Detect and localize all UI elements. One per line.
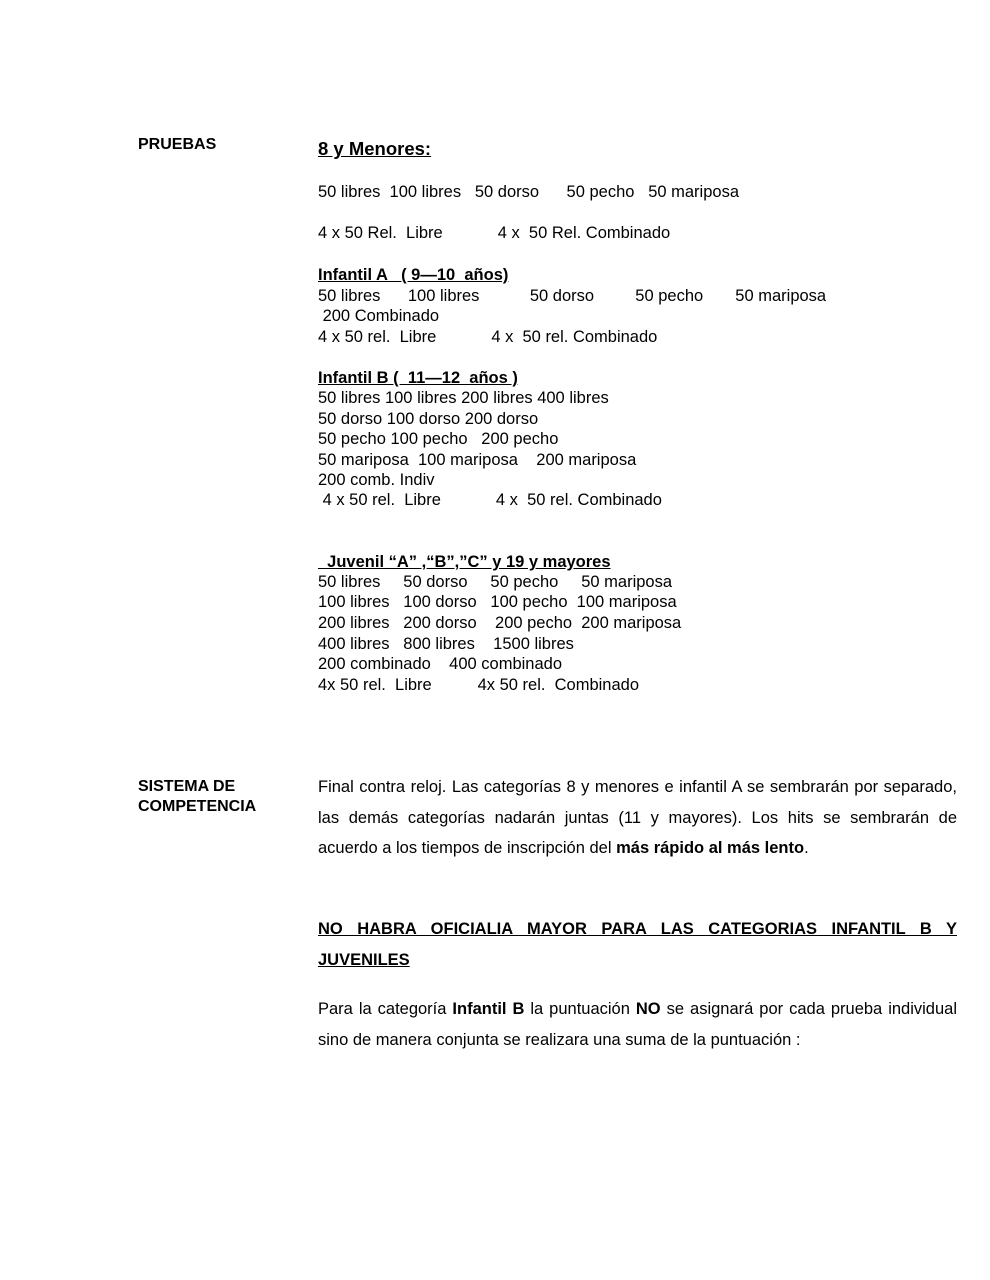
event-line: 50 libres 100 libres 50 dorso 50 pecho 50 mariposa bbox=[318, 287, 827, 305]
group-title: Infantil A ( 9—10 años) bbox=[318, 266, 509, 284]
event-line: 200 Combinado bbox=[318, 307, 440, 325]
event-line: 200 combinado 400 combinado bbox=[318, 655, 563, 673]
paragraph-sistema bbox=[318, 772, 957, 864]
event-line: 200 libres 200 dorso 200 pecho 200 mariposa bbox=[318, 614, 682, 632]
label-line: SISTEMA DE bbox=[138, 778, 236, 795]
event-line: 4x 50 rel. Libre 4x 50 rel. Combinado bbox=[318, 676, 639, 694]
section-label-pruebas: PRUEBAS bbox=[138, 136, 217, 153]
event-line: 4 x 50 rel. Libre 4 x 50 rel. Combinado bbox=[318, 328, 658, 346]
event-line: 400 libres 800 libres 1500 libres bbox=[318, 635, 574, 653]
group-title: 8 y Menores: bbox=[318, 138, 432, 159]
event-line: 200 comb. Indiv bbox=[318, 471, 435, 489]
event-line: 4 x 50 Rel. Libre 4 x 50 Rel. Combinado bbox=[318, 224, 671, 242]
paragraph-notice: NO HABRA OFICIALIA MAYOR PARA LAS CATEGORIAS INFANTIL B Y JUVENILES bbox=[318, 920, 957, 969]
event-line: 50 pecho 100 pecho 200 pecho bbox=[318, 430, 559, 448]
bold-text: NO bbox=[635, 1000, 661, 1018]
text: Para la categoría bbox=[318, 1000, 453, 1018]
paragraph-puntuacion bbox=[318, 994, 957, 1055]
event-line: 50 libres 50 dorso 50 pecho 50 mariposa bbox=[318, 573, 673, 591]
label-line: COMPETENCIA bbox=[138, 798, 257, 815]
group-title: Infantil B ( 11—12 años ) bbox=[318, 369, 518, 387]
bold-text: Infantil B bbox=[452, 1000, 525, 1018]
text: la puntuación bbox=[524, 1000, 636, 1018]
bold-text: más rápido al más lento bbox=[616, 839, 805, 857]
group-title: Juvenil “A” ,“B”,”C” y 19 y mayores bbox=[318, 553, 611, 571]
text: Final contra reloj. Las categorías 8 y menores e infantil A se sembrarán por separado, las demás categorías nadarán juntas (11 y mayores). Los hits se sembrarán de acuerdo a los tiempos de inscripción del bbox=[318, 778, 957, 857]
event-line: 50 libres 100 libres 50 dorso 50 pecho 50 mariposa bbox=[318, 183, 739, 201]
event-line: 50 dorso 100 dorso 200 dorso bbox=[318, 410, 539, 428]
event-line: 50 libres 100 libres 200 libres 400 libres bbox=[318, 389, 609, 407]
section-label-sistema bbox=[138, 777, 256, 817]
event-line: 4 x 50 rel. Libre 4 x 50 rel. Combinado bbox=[318, 491, 662, 509]
text: . bbox=[804, 839, 809, 857]
text: se asignará por cada prueba individual sino de manera conjunta se realizara una suma de la puntuación : bbox=[318, 1000, 957, 1049]
event-line: 50 mariposa 100 mariposa 200 mariposa bbox=[318, 451, 637, 469]
event-line: 100 libres 100 dorso 100 pecho 100 mariposa bbox=[318, 593, 677, 611]
